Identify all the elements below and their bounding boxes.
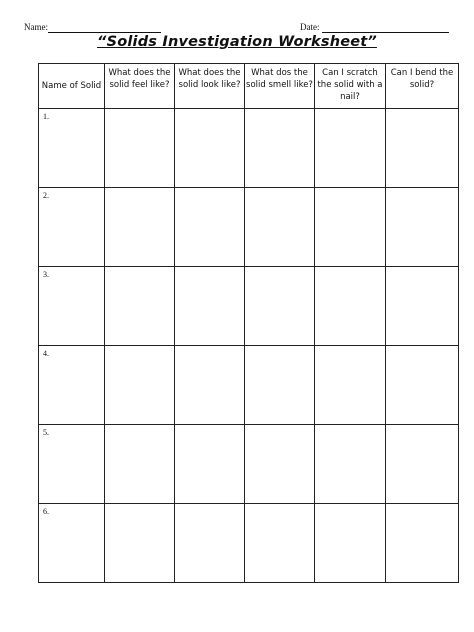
column-header-bend: Can I bend the solid? <box>386 64 459 109</box>
worksheet-table <box>38 63 459 583</box>
cell-smell[interactable] <box>245 504 315 583</box>
cell-scratch[interactable] <box>315 109 386 188</box>
row-number: 2. <box>43 191 49 200</box>
column-header-feel: What does the solid feel like? <box>105 64 175 109</box>
cell-scratch[interactable] <box>315 267 386 346</box>
column-header-look: What does the solid look like? <box>175 64 245 109</box>
cell-bend[interactable] <box>386 504 459 583</box>
date-label: Date: <box>300 22 320 32</box>
cell-name-of-solid[interactable] <box>39 425 105 504</box>
cell-feel[interactable] <box>105 109 175 188</box>
cell-look[interactable] <box>175 109 245 188</box>
table-row <box>39 267 459 346</box>
table-header-row <box>39 64 459 109</box>
column-header-scratch: Can I scratch the solid with a nail? <box>315 64 386 109</box>
cell-look[interactable] <box>175 188 245 267</box>
cell-feel[interactable] <box>105 504 175 583</box>
cell-name-of-solid[interactable] <box>39 188 105 267</box>
cell-feel[interactable] <box>105 267 175 346</box>
cell-smell[interactable] <box>245 346 315 425</box>
table-row <box>39 504 459 583</box>
date-blank-line[interactable] <box>322 32 449 33</box>
cell-scratch[interactable] <box>315 188 386 267</box>
row-number: 4. <box>43 349 49 358</box>
table-row <box>39 425 459 504</box>
cell-name-of-solid[interactable] <box>39 504 105 583</box>
cell-feel[interactable] <box>105 346 175 425</box>
cell-bend[interactable] <box>386 188 459 267</box>
cell-scratch[interactable] <box>315 425 386 504</box>
row-number: 5. <box>43 428 49 437</box>
cell-look[interactable] <box>175 425 245 504</box>
name-blank-line[interactable] <box>48 32 161 33</box>
cell-bend[interactable] <box>386 267 459 346</box>
cell-bend[interactable] <box>386 346 459 425</box>
row-number: 1. <box>43 112 49 121</box>
cell-smell[interactable] <box>245 425 315 504</box>
cell-smell[interactable] <box>245 267 315 346</box>
column-header-name-of-solid: Name of Solid <box>39 64 105 109</box>
cell-name-of-solid[interactable] <box>39 267 105 346</box>
column-header-smell: What dos the solid smell like? <box>245 64 315 109</box>
table-row <box>39 346 459 425</box>
cell-feel[interactable] <box>105 425 175 504</box>
cell-look[interactable] <box>175 346 245 425</box>
cell-name-of-solid[interactable] <box>39 346 105 425</box>
cell-scratch[interactable] <box>315 346 386 425</box>
cell-smell[interactable] <box>245 188 315 267</box>
cell-name-of-solid[interactable] <box>39 109 105 188</box>
cell-look[interactable] <box>175 504 245 583</box>
cell-scratch[interactable] <box>315 504 386 583</box>
cell-look[interactable] <box>175 267 245 346</box>
cell-feel[interactable] <box>105 188 175 267</box>
table-row <box>39 109 459 188</box>
table-row <box>39 188 459 267</box>
row-number: 3. <box>43 270 49 279</box>
cell-bend[interactable] <box>386 425 459 504</box>
worksheet-title: “Solids Investigation Worksheet” <box>97 34 377 50</box>
cell-smell[interactable] <box>245 109 315 188</box>
cell-bend[interactable] <box>386 109 459 188</box>
row-number: 6. <box>43 507 49 516</box>
name-label: Name: <box>24 22 48 32</box>
